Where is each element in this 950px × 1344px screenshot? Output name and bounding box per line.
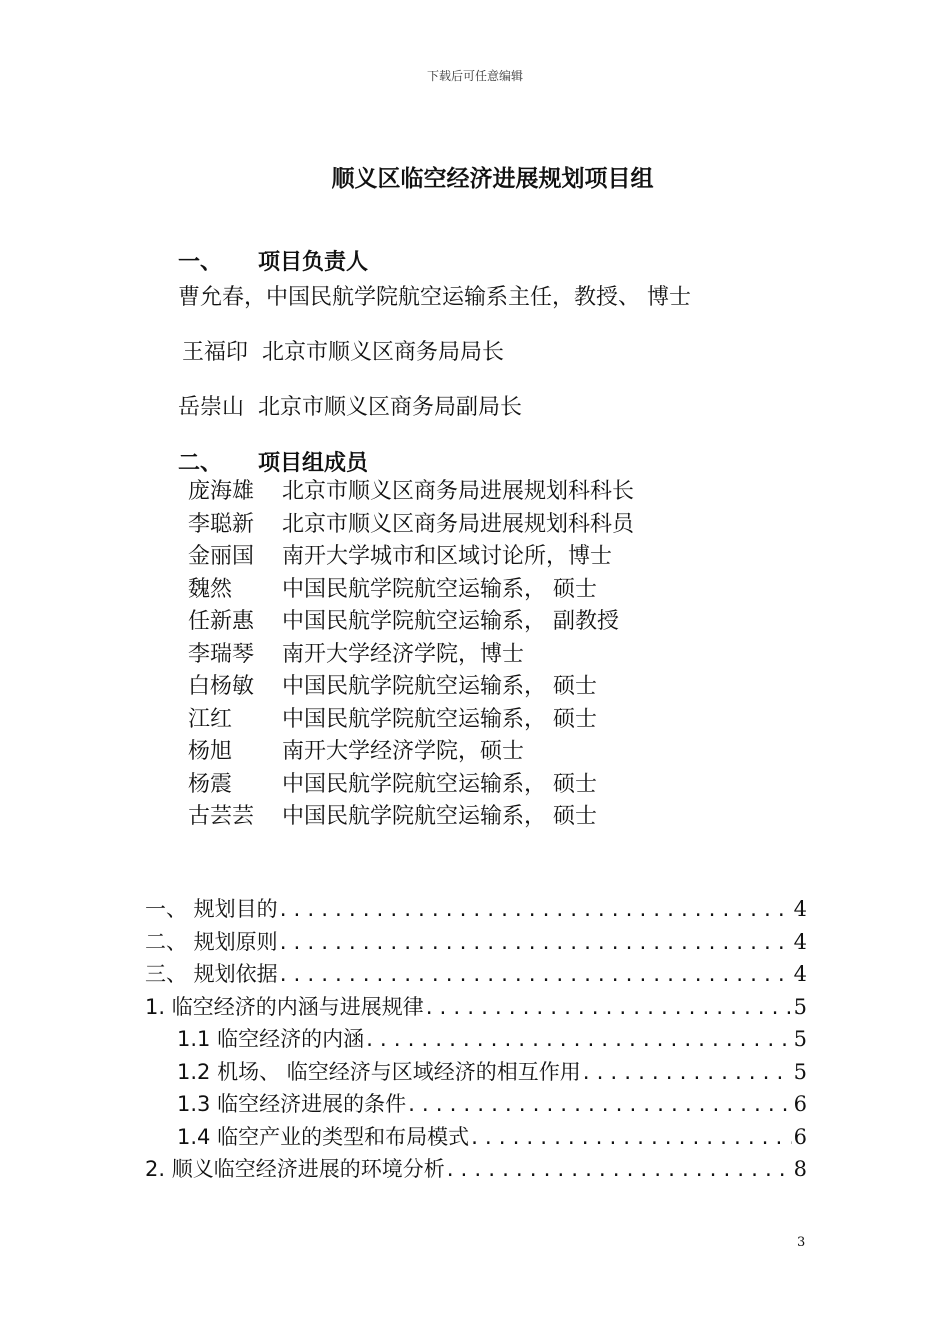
toc-entry[interactable] [145,893,807,926]
leader-row [178,390,522,421]
member-name: 金丽国 [188,544,255,569]
section-title: 项目组成员 [258,451,369,476]
member-row [188,769,634,802]
member-desc: 中国民航学院航空运输系， 硕士 [282,706,597,732]
member-list [188,476,634,834]
member-desc: 中国民航学院航空运输系， 副教授 [282,609,619,634]
toc-entry[interactable] [145,1023,807,1056]
member-name: 魏然 [188,576,233,602]
member-row [188,671,634,704]
member-name: 庞海雄 [188,479,255,504]
leader-desc: 中国民航学院航空运输系主任，教授、 博士 [266,285,692,310]
member-desc: 南开大学城市和区域讨论所，博士 [282,544,613,569]
toc-page-number: 4 [793,897,807,921]
leader-name: 王福印 [182,340,249,365]
toc-page-number: 5 [793,1059,807,1084]
leader-desc: 北京市顺义区商务局局长 [262,340,505,365]
member-row [188,736,634,769]
toc-entry[interactable] [145,1056,807,1089]
toc-page-number: 6 [793,1124,807,1149]
toc-entry[interactable] [145,926,807,959]
member-row [188,541,634,574]
member-name: 杨震 [188,771,233,797]
leader-name: 岳崇山 [178,395,245,420]
member-row [188,801,634,834]
member-name: 古芸芸 [188,804,255,829]
member-name: 李聪新 [188,511,255,537]
toc-entry[interactable] [145,958,807,991]
toc-page-number: 6 [793,1092,807,1116]
member-name: 李瑞琴 [188,641,255,667]
toc-entry[interactable] [145,991,807,1024]
toc-page-number: 8 [793,1157,807,1181]
toc-leader-dots [469,1123,792,1156]
toc-leader-dots [278,960,792,993]
member-desc: 中国民航学院航空运输系， 硕士 [282,674,597,699]
toc-leader-dots [445,1155,792,1188]
member-row [188,639,634,672]
toc-leader-dots [424,993,792,1026]
member-row [188,704,634,737]
toc-entry[interactable] [145,1121,807,1154]
member-desc: 中国民航学院航空运输系， 硕士 [282,771,597,797]
member-name: 江红 [188,706,233,732]
toc-label: 二、 规划原则 [145,929,278,954]
leader-name: 曹允春， [178,285,267,310]
section-title: 项目负责人 [258,250,369,275]
section-heading-leaders [178,245,368,276]
toc-entry[interactable] [145,1088,807,1121]
member-name: 杨旭 [188,739,233,764]
page-number: 3 [797,1235,806,1250]
member-row [188,476,634,509]
section-heading-members [178,446,368,477]
leader-row [178,280,691,311]
member-desc: 中国民航学院航空运输系， 硕士 [282,576,597,602]
header-note: 下载后可任意编辑 [426,69,523,83]
toc-leader-dots [278,928,792,961]
member-desc: 北京市顺义区商务局进展规划科科员 [282,511,635,537]
toc-label: 1.1 临空经济的内涵 [177,1027,365,1051]
toc-label: 1. 临空经济的内涵与进展规律 [145,994,424,1019]
toc-label: 2. 顺义临空经济进展的环境分析 [145,1157,445,1181]
toc-page-number: 5 [793,1027,807,1051]
toc-label: 三、 规划依据 [145,962,278,986]
member-desc: 北京市顺义区商务局进展规划科科长 [282,479,635,504]
toc-label: 1.2 机场、 临空经济与区域经济的相互作用 [177,1059,581,1084]
member-row [188,509,634,542]
member-row [188,606,634,639]
leader-row [182,335,504,366]
section-number: 一、 [178,250,223,275]
toc-leader-dots [364,1025,792,1058]
member-name: 白杨敏 [188,674,255,699]
toc-label: 一、 规划目的 [145,897,278,921]
member-desc: 南开大学经济学院，博士 [282,641,525,667]
toc-page-number: 5 [793,994,807,1019]
member-desc: 南开大学经济学院，硕士 [282,739,525,764]
toc-leader-dots [581,1058,792,1091]
toc-page-number: 4 [793,962,807,986]
toc-label: 1.3 临空经济进展的条件 [177,1092,407,1116]
toc-leader-dots [278,895,792,928]
leader-desc: 北京市顺义区商务局副局长 [258,395,523,420]
member-desc: 中国民航学院航空运输系， 硕士 [282,804,597,829]
member-row [188,574,634,607]
toc-leader-dots [406,1090,792,1123]
table-of-contents [145,893,807,1186]
member-name: 任新惠 [188,609,255,634]
page-title: 顺义区临空经济进展规划项目组 [331,166,654,192]
section-number: 二、 [178,451,223,476]
toc-label: 1.4 临空产业的类型和布局模式 [177,1124,470,1149]
toc-entry[interactable] [145,1153,807,1186]
toc-page-number: 4 [793,929,807,954]
